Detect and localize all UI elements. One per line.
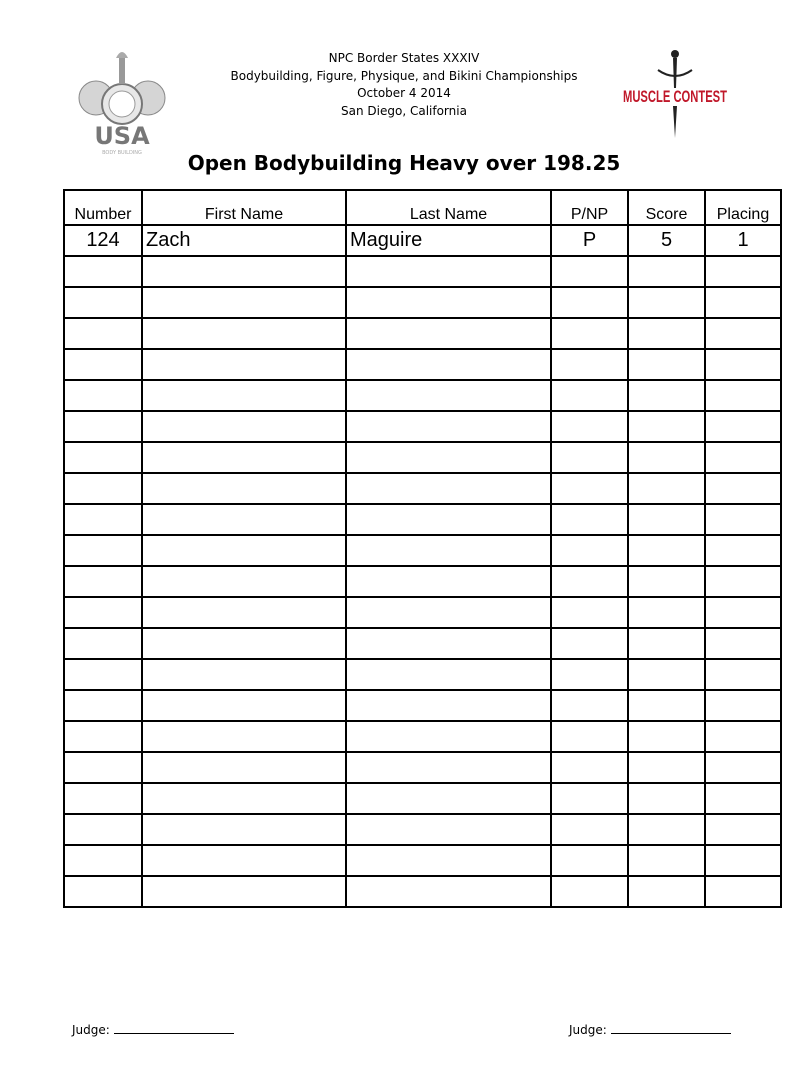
cell-pnp[interactable] [551,659,628,690]
cell-score[interactable]: 5 [628,225,705,256]
cell-pnp[interactable] [551,535,628,566]
cell-pnp[interactable] [551,318,628,349]
cell-number[interactable] [64,256,142,287]
cell-pnp[interactable] [551,349,628,380]
table-row [64,597,781,628]
column-header-placing: Placing [705,190,781,225]
cell-pnp[interactable] [551,845,628,876]
table-row [64,845,781,876]
table-row [64,411,781,442]
cell-pnp[interactable] [551,411,628,442]
cell-placing[interactable] [705,380,781,411]
cell-last-name[interactable] [346,442,551,473]
cell-number[interactable] [64,659,142,690]
cell-pnp[interactable] [551,287,628,318]
cell-first-name[interactable] [142,287,346,318]
cell-last-name[interactable] [346,318,551,349]
cell-placing[interactable]: 1 [705,225,781,256]
cell-first-name[interactable] [142,876,346,907]
cell-last-name[interactable] [346,721,551,752]
table-row [64,876,781,907]
cell-placing[interactable] [705,535,781,566]
cell-score[interactable] [628,380,705,411]
cell-first-name[interactable] [142,504,346,535]
judge-label: Judge: [569,1023,607,1037]
cell-pnp[interactable]: P [551,225,628,256]
cell-score[interactable] [628,256,705,287]
cell-number[interactable] [64,814,142,845]
usa-physique-logo [76,48,168,158]
cell-score[interactable] [628,845,705,876]
cell-placing[interactable] [705,659,781,690]
table-row [64,225,781,256]
cell-first-name[interactable] [142,721,346,752]
table-row [64,473,781,504]
event-name: NPC Border States XXXIV [328,51,480,65]
cell-first-name[interactable] [142,349,346,380]
cell-number[interactable] [64,876,142,907]
column-header-pnp: P/NP [551,190,628,225]
cell-number[interactable] [64,690,142,721]
cell-number[interactable] [64,597,142,628]
signature-line[interactable] [114,1021,234,1034]
cell-score[interactable] [628,349,705,380]
cell-number[interactable] [64,380,142,411]
cell-first-name[interactable] [142,442,346,473]
cell-score[interactable] [628,659,705,690]
cell-pnp[interactable] [551,876,628,907]
judge-label: Judge: [72,1023,110,1037]
cell-score[interactable] [628,566,705,597]
cell-first-name[interactable] [142,411,346,442]
cell-pnp[interactable] [551,783,628,814]
cell-placing[interactable] [705,318,781,349]
table-row [64,349,781,380]
cell-score[interactable] [628,504,705,535]
cell-last-name[interactable] [346,411,551,442]
cell-number[interactable] [64,752,142,783]
judge-signature-left [72,1021,234,1037]
column-header-number: Number [64,190,142,225]
cell-score[interactable] [628,721,705,752]
cell-pnp[interactable] [551,504,628,535]
cell-first-name[interactable] [142,380,346,411]
cell-last-name[interactable] [346,597,551,628]
cell-placing[interactable] [705,566,781,597]
cell-last-name[interactable] [346,752,551,783]
cell-placing[interactable] [705,783,781,814]
cell-placing[interactable] [705,721,781,752]
cell-last-name[interactable] [346,256,551,287]
table-row [64,628,781,659]
cell-first-name[interactable] [142,752,346,783]
cell-score[interactable] [628,690,705,721]
cell-last-name[interactable] [346,287,551,318]
cell-pnp[interactable] [551,380,628,411]
cell-score[interactable] [628,752,705,783]
cell-score[interactable] [628,442,705,473]
event-header [200,50,608,120]
cell-score[interactable] [628,783,705,814]
cell-first-name[interactable] [142,845,346,876]
cell-score[interactable] [628,473,705,504]
cell-number[interactable] [64,442,142,473]
cell-score[interactable] [628,876,705,907]
cell-score[interactable] [628,318,705,349]
cell-last-name[interactable] [346,690,551,721]
cell-last-name[interactable]: Maguire [346,225,551,256]
cell-number[interactable] [64,783,142,814]
cell-number[interactable] [64,349,142,380]
cell-placing[interactable] [705,814,781,845]
table-header-row [64,190,781,225]
table-row [64,690,781,721]
table-row [64,659,781,690]
table-row [64,721,781,752]
cell-first-name[interactable] [142,690,346,721]
cell-placing[interactable] [705,628,781,659]
muscle-contest-logo [618,48,732,140]
cell-first-name[interactable] [142,256,346,287]
cell-placing[interactable] [705,411,781,442]
cell-number[interactable] [64,566,142,597]
cell-placing[interactable] [705,845,781,876]
cell-score[interactable] [628,814,705,845]
cell-last-name[interactable] [346,814,551,845]
cell-last-name[interactable] [346,845,551,876]
cell-pnp[interactable] [551,473,628,504]
cell-score[interactable] [628,535,705,566]
cell-last-name[interactable] [346,349,551,380]
table-row [64,256,781,287]
cell-placing[interactable] [705,504,781,535]
cell-first-name[interactable] [142,783,346,814]
event-location: San Diego, California [341,103,467,118]
cell-first-name[interactable] [142,628,346,659]
cell-number[interactable] [64,504,142,535]
table-row [64,318,781,349]
table-row [64,504,781,535]
table-row [64,380,781,411]
cell-number[interactable] [64,287,142,318]
signature-line[interactable] [611,1021,731,1034]
column-header-last-name: Last Name [346,190,551,225]
cell-pnp[interactable] [551,628,628,659]
cell-pnp[interactable] [551,566,628,597]
svg-text:USA: USA [94,122,150,150]
cell-placing[interactable] [705,876,781,907]
page-title: Open Bodybuilding Heavy over 198.25 [187,151,621,175]
cell-pnp[interactable] [551,721,628,752]
cell-last-name[interactable] [346,566,551,597]
cell-last-name[interactable] [346,473,551,504]
cell-last-name[interactable] [346,628,551,659]
cell-placing[interactable] [705,690,781,721]
cell-number[interactable]: 124 [64,225,142,256]
svg-text:BODY BUILDING: BODY BUILDING [102,150,142,156]
cell-pnp[interactable] [551,814,628,845]
table-row [64,535,781,566]
cell-score[interactable] [628,287,705,318]
cell-pnp[interactable] [551,442,628,473]
cell-first-name[interactable] [142,473,346,504]
cell-placing[interactable] [705,442,781,473]
cell-last-name[interactable] [346,659,551,690]
cell-placing[interactable] [705,349,781,380]
cell-number[interactable] [64,535,142,566]
table-row [64,752,781,783]
cell-first-name[interactable] [142,597,346,628]
cell-pnp[interactable] [551,256,628,287]
cell-score[interactable] [628,597,705,628]
event-subtitle: Bodybuilding, Figure, Physique, and Bikini Championships [230,68,578,83]
cell-first-name[interactable] [142,566,346,597]
cell-number[interactable] [64,721,142,752]
cell-first-name[interactable] [142,814,346,845]
cell-pnp[interactable] [551,752,628,783]
cell-number[interactable] [64,411,142,442]
cell-number[interactable] [64,628,142,659]
cell-first-name[interactable] [142,659,346,690]
cell-placing[interactable] [705,752,781,783]
svg-text:MUSCLE CONTEST: MUSCLE CONTEST [623,87,728,106]
cell-last-name[interactable] [346,783,551,814]
cell-placing[interactable] [705,256,781,287]
cell-score[interactable] [628,628,705,659]
table-row [64,566,781,597]
table-row [64,783,781,814]
cell-number[interactable] [64,845,142,876]
cell-number[interactable] [64,473,142,504]
cell-score[interactable] [628,411,705,442]
cell-last-name[interactable] [346,504,551,535]
table-row [64,442,781,473]
cell-pnp[interactable] [551,597,628,628]
cell-placing[interactable] [705,473,781,504]
cell-number[interactable] [64,318,142,349]
cell-first-name[interactable] [142,535,346,566]
cell-first-name[interactable] [142,318,346,349]
column-header-score: Score [628,190,705,225]
cell-first-name[interactable]: Zach [142,225,346,256]
cell-last-name[interactable] [346,380,551,411]
table-row [64,814,781,845]
score-table [63,189,782,908]
event-date: October 4 2014 [357,86,451,100]
judge-signature-right [569,1021,731,1037]
column-header-first-name: First Name [142,190,346,225]
cell-last-name[interactable] [346,876,551,907]
cell-pnp[interactable] [551,690,628,721]
cell-placing[interactable] [705,287,781,318]
cell-last-name[interactable] [346,535,551,566]
cell-placing[interactable] [705,597,781,628]
table-row [64,287,781,318]
